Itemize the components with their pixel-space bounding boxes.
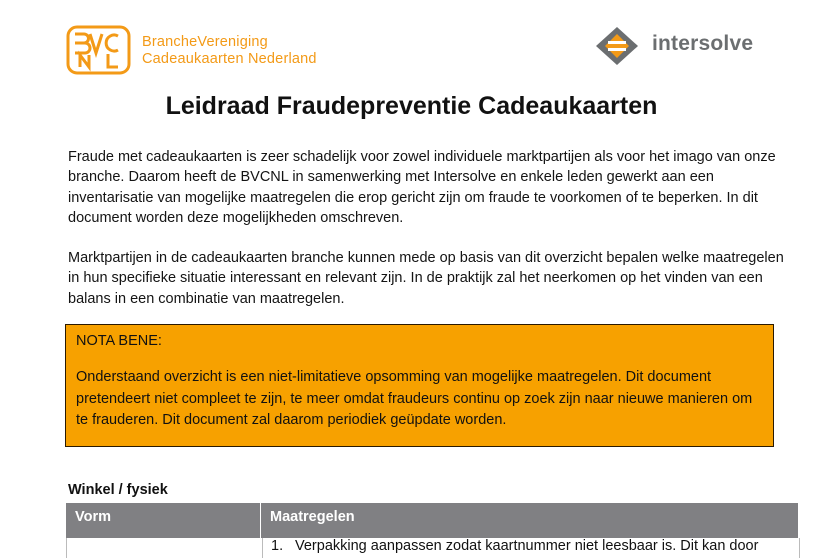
column-header-vorm: Vorm (66, 503, 261, 538)
column-header-maatregelen: Maatregelen (270, 509, 355, 525)
list-item-number: 1. (271, 538, 284, 554)
bvcnl-name-line2: Cadeaukaarten Nederland (142, 51, 317, 67)
section-heading: Winkel / fysiek (68, 482, 168, 498)
bvcnl-name (142, 34, 317, 68)
intersolve-wordmark: intersolve (652, 32, 754, 55)
bvcnl-name-line1: BrancheVereniging (142, 34, 268, 50)
bvcnl-logo (66, 25, 131, 75)
intro-paragraph: Fraude met cadeaukaarten is zeer schadelijk voor zowel individuele marktpartijen als voor het imago van onze branche. Daarom heeft de BVCNL in samenwerking met Intersolve en enkele leden gewerkt aan een inventarisatie van mogelijke maatregelen die erop gericht zijn om fraude te voorkomen of te beperken. In dit document worden deze mogelijkheden omschreven. (68, 149, 776, 226)
nota-bene-text: Onderstaand overzicht is een niet-limitatieve opsomming van mogelijke maatregelen. Dit document pretendeert niet compleet te zijn, te meer omdat fraudeurs continu op zoek zijn naar nieuwe manieren om te frauderen. Dit document zal daarom periodiek geüpdate worden. (76, 369, 753, 428)
table-column-divider (262, 538, 263, 558)
nota-bene-box (65, 324, 774, 447)
table-row (271, 538, 758, 554)
measures-table-header (66, 503, 798, 538)
nota-bene-heading: NOTA BENE: (76, 333, 162, 349)
document-title: Leidraad Fraudepreventie Cadeaukaarten (165, 92, 658, 120)
intersolve-logo (594, 25, 640, 67)
market-paragraph: Marktpartijen in de cadeaukaarten branche kunnen mede op basis van dit overzicht bepalen welke maatregelen in hun specifieke situatie interessant en relevant zijn. In de praktijk zal het neerkomen op het vinden van een balans in een combinatie van maatregelen. (68, 250, 784, 307)
list-item-text: Verpakking aanpassen zodat kaartnummer niet leesbaar is. Dit kan door (295, 538, 759, 554)
